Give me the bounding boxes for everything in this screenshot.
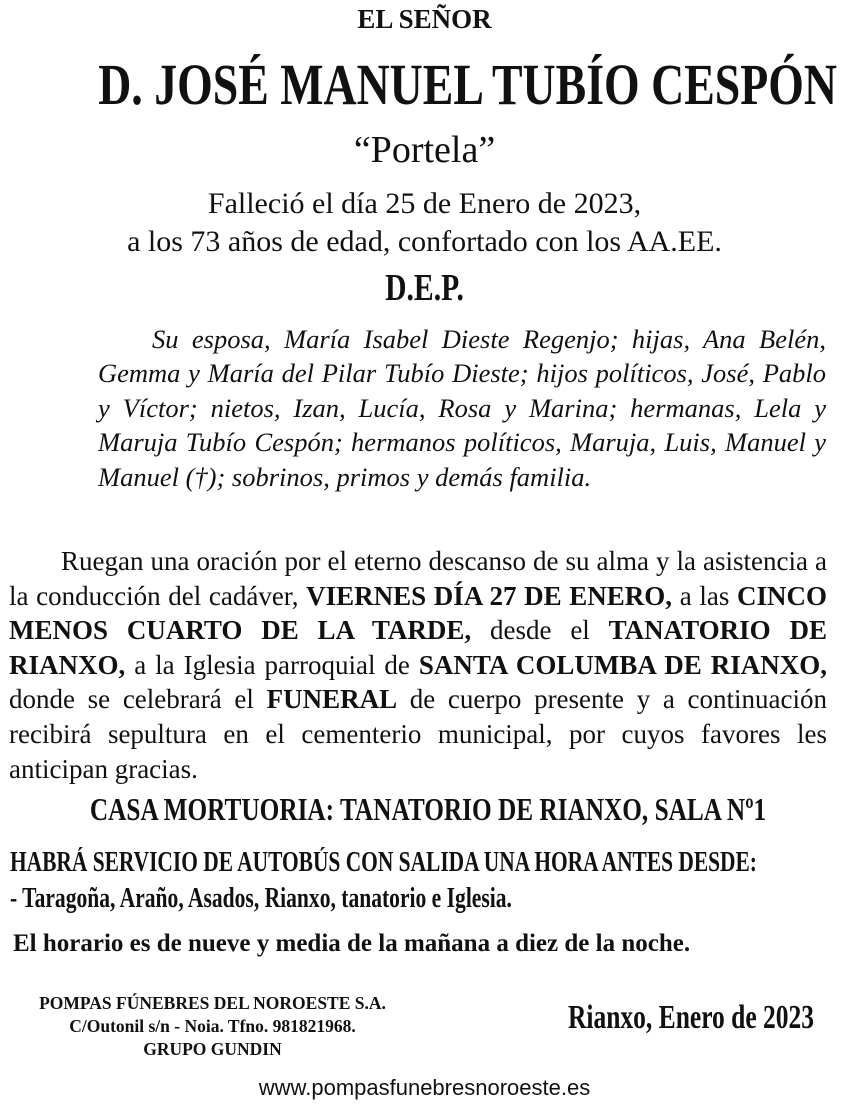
website-link[interactable]: www.pompasfunebresnoroeste.es (258, 1075, 591, 1100)
family-paragraph: Su esposa, María Isabel Dieste Regenjo; hijas, Ana Belén, Gemma y María del Pilar Tubío Dieste; hijos políticos, José, Pablo y Víctor; nietos, Izan, Lucía, Rosa y Marina; hermanas, Lela y Maruja Tubío Cespón; hermanos políticos, Maruja, Luis, Manuel y Manuel (†); sobrinos, primos y demás familia. (98, 324, 826, 492)
dep-text: D.E.P. (385, 267, 464, 309)
company-address: C/Outonil s/n - Noia. Tfno. 981821968. (69, 1016, 356, 1036)
company-info (0, 992, 425, 1061)
prayer-origin: TANATORIO DE RIANXO, (9, 615, 828, 680)
prayer-paragraph (9, 544, 827, 786)
casa-mortuoria (0, 790, 849, 828)
prayer-text: a la Iglesia parroquial de (125, 649, 419, 680)
prayer-funeral: FUNERAL (266, 684, 398, 715)
prayer-time: CINCO MENOS CUARTO DE LA TARDE, (9, 580, 827, 646)
prayer-text: a las (672, 580, 737, 611)
prayer-church: SANTA COLUMBA DE RIANXO, (418, 649, 827, 680)
prayer-text: Ruegan una oración por el eterno descanso de su alma y la asistencia a la conducción del cadáver, (9, 546, 827, 611)
prayer-date: VIERNES DÍA 27 DE ENERO, (306, 580, 673, 611)
prayer-text: de cuerpo presente y a continuación recibirá sepultura en el cementerio municipal, por cuyos favores les anticipan gracias. (9, 684, 827, 784)
prayer-text: donde se celebrará el (9, 684, 267, 715)
prayer-text: desde el (471, 615, 609, 646)
bus-service-title: HABRÁ SERVICIO DE AUTOBÚS CON SALIDA UNA HORA ANTES DESDE: (10, 847, 757, 878)
bus-stops: - Taragoña, Araño, Asados, Rianxo, tanatorio e Iglesia. (10, 883, 512, 914)
casa-mortuoria-text: CASA MORTUORIA: TANATORIO DE RIANXO, SALA Nº1 (89, 791, 767, 827)
company-group: GRUPO GUNDIN (143, 1039, 282, 1059)
age-line: a los 73 años de edad, confortado con los AA.EE. (127, 225, 722, 258)
nickname: “Portela” (353, 129, 496, 171)
visiting-hours: El horario es de nueve y media de la mañana a diez de la noche. (13, 930, 691, 957)
company-name: POMPAS FÚNEBRES DEL NOROESTE S.A. (39, 993, 386, 1013)
dep-heading (0, 266, 849, 310)
deceased-name-text: D. JOSÉ MANUEL TUBÍO CESPÓN (98, 52, 837, 117)
title-el-senor: EL SEÑOR (357, 4, 492, 34)
death-date: Falleció el día 25 de Enero de 2023, (207, 187, 642, 220)
deceased-name (0, 52, 849, 118)
place-date: Rianxo, Enero de 2023 (568, 999, 815, 1036)
